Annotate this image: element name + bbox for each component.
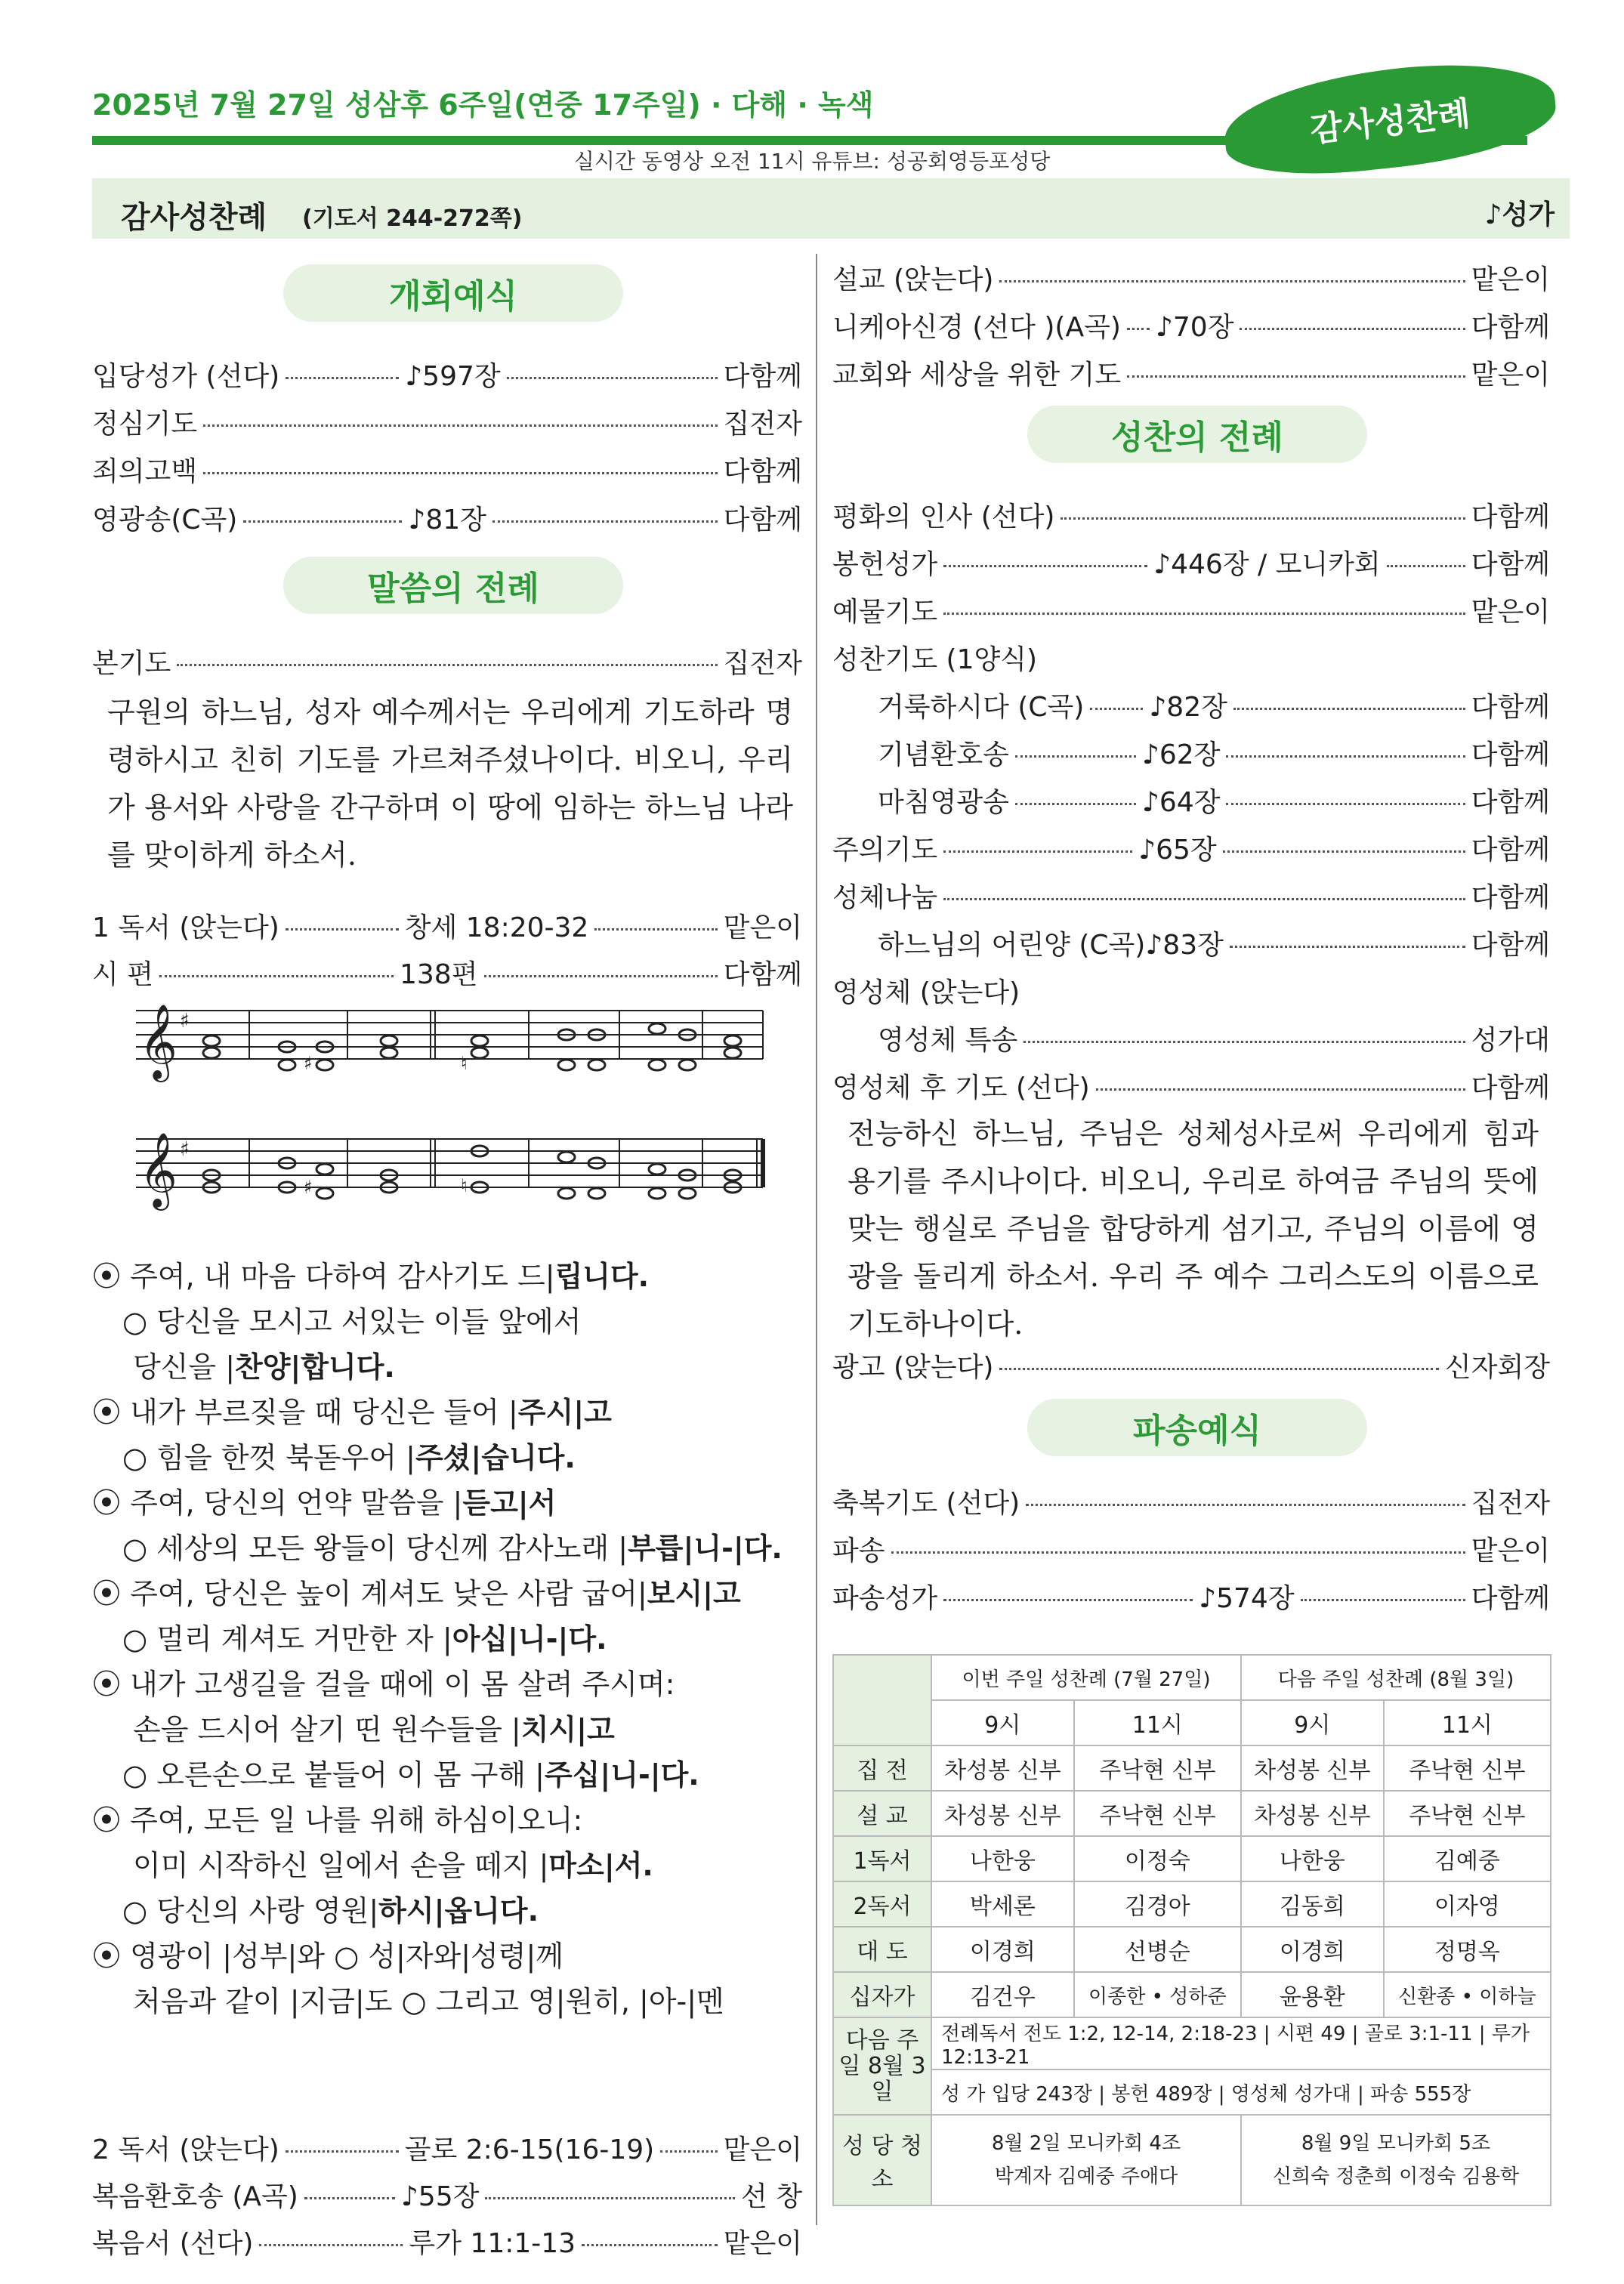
- communion-heading: 영성체 (앉는다): [832, 977, 1020, 1008]
- psalm-emphasis: 아십|니-|다.: [452, 1622, 607, 1656]
- table-cell: 정명옥: [1384, 1927, 1551, 1972]
- order-row: 예물기도 맡은이: [832, 597, 1550, 628]
- table-row: [833, 1972, 1551, 2017]
- prayerbook-pages: (기도서 244-272쪽): [302, 205, 523, 232]
- order-row: 입당성가 (선다) ♪597장 다함께: [92, 361, 802, 392]
- order-row: 설교 (앉는다) 맡은이: [832, 264, 1550, 295]
- psalm-verse: ○ 힘을 한껏 북돋우어 |: [122, 1441, 415, 1474]
- psalm-emphasis: 주십|니-|다.: [544, 1758, 699, 1792]
- order-row: 복음환호송 (A곡) ♪55장 선 창: [92, 2181, 802, 2212]
- table-row: [833, 1836, 1551, 1881]
- hymn-legend: ♪성가: [1484, 199, 1555, 230]
- svg-text:♯: ♯: [180, 1138, 190, 1161]
- psalm-verse: ○ 세상의 모든 왕들이 당신께 감사노래 |: [122, 1532, 628, 1565]
- psalm-emphasis: 하시|옵니다.: [378, 1894, 539, 1928]
- table-cell: 이정숙: [1074, 1836, 1241, 1881]
- next-week-header: 다음 주일 성찬례 (8월 3일): [1241, 1655, 1551, 1700]
- order-row: 복음서 (선다) 루가 11:1-13 맡은이: [92, 2228, 802, 2259]
- table-row: [833, 1745, 1551, 1791]
- psalm-line: [92, 1752, 810, 1798]
- order-row: 광고 (앉는다) 신자회장: [832, 1352, 1550, 1383]
- psalm-line: [92, 1707, 810, 1752]
- order-row: 평화의 인사 (선다) 다함께: [832, 502, 1550, 532]
- svg-text:♯: ♯: [304, 1177, 313, 1198]
- table-cell: 주낙현 신부: [1074, 1745, 1241, 1791]
- table-cell: 주낙현 신부: [1384, 1791, 1551, 1836]
- psalm-verse: 이미 시작하신 일에서 손을 떼지 |: [133, 1849, 549, 1882]
- psalm-line: [92, 1616, 810, 1662]
- psalm-emphasis: 마소|서.: [548, 1849, 653, 1882]
- order-row: 축복기도 (선다) 집전자: [832, 1488, 1550, 1519]
- table-cell: 이경희: [931, 1927, 1074, 1972]
- psalm-verse: 손을 드시어 살기 띤 원수들을 |: [133, 1713, 521, 1746]
- psalm-line: [92, 1662, 810, 1707]
- section-eucharist: 성찬의 전례: [1027, 406, 1367, 463]
- table-corner: [833, 1655, 931, 1745]
- svg-text:𝄞: 𝄞: [139, 1004, 178, 1079]
- psalm-verse: ⦿ 영광이 |성부|와 ○ 성|자와|성령|께: [92, 1940, 563, 1973]
- cleaning-team: 8월 9일 모니카회 5조: [1301, 2132, 1491, 2155]
- order-row: 2 독서 (앉는다) 골로 2:6-15(16-19) 맡은이: [92, 2134, 802, 2165]
- psalm-emphasis: 부릅|니-|다.: [628, 1532, 783, 1565]
- time-header: 9시: [931, 1700, 1074, 1745]
- svg-text:♮: ♮: [461, 1175, 468, 1196]
- psalm-line: [92, 1299, 810, 1344]
- order-row: 영성체 특송 성가대: [878, 1025, 1550, 1056]
- table-cell: 차성봉 신부: [931, 1791, 1074, 1836]
- table-row: [833, 2069, 1551, 2115]
- next-readings: 전례독서 전도 1:2, 12-14, 2:18-23 | 시편 49 | 골로 3:1-11 | 루가 12:13-21: [931, 2017, 1551, 2069]
- table-row: [833, 2115, 1551, 2205]
- table-cell: 차성봉 신부: [1241, 1745, 1384, 1791]
- order-row: 시 편 138편 다함께: [92, 959, 802, 990]
- table-cell: 신환종 • 이하늘: [1384, 1972, 1551, 2017]
- psalm-emphasis: 주셨|습니다.: [415, 1441, 576, 1474]
- psalm-line: [92, 1480, 810, 1526]
- next-sunday-label: 다음 주일 8월 3일: [833, 2017, 931, 2115]
- table-cell: 이종한 • 성하준: [1074, 1972, 1241, 2017]
- role-cell: 집 전: [833, 1745, 931, 1791]
- table-cell: 김건우: [931, 1972, 1074, 2017]
- section-sending: 파송예식: [1027, 1399, 1367, 1456]
- order-row: 1 독서 (앉는다) 창세 18:20-32 맡은이: [92, 912, 802, 943]
- psalm-verse: ⦿ 내가 고생길을 걸을 때에 이 몸 살려 주시며:: [92, 1668, 675, 1701]
- psalm-line: [92, 1390, 810, 1435]
- psalm-line: [92, 1843, 810, 1888]
- order-row: 영성체 후 기도 (선다) 다함께: [832, 1073, 1550, 1103]
- cleaning-team: 8월 2일 모니카회 4조: [991, 2132, 1181, 2155]
- table-cell: 이경희: [1241, 1927, 1384, 1972]
- time-header: 11시: [1074, 1700, 1241, 1745]
- order-row: 기념환호송 ♪62장 다함께: [878, 739, 1550, 770]
- cleaning-week2: [1241, 2115, 1551, 2205]
- psalm-verse: 처음과 같이 |지금|도 ○ 그리고 영|원히, |아-|멘: [133, 1985, 724, 2018]
- psalm-verse: ○ 오른손으로 붙들어 이 몸 구해 |: [122, 1758, 545, 1792]
- psalm-verse: ⦿ 주여, 당신은 높이 계셔도 낮은 사람 굽어|: [92, 1577, 647, 1610]
- next-hymns: 성 가 입당 243장 | 봉헌 489장 | 영성체 성가대 | 파송 555장: [931, 2069, 1551, 2115]
- time-header: 11시: [1384, 1700, 1551, 1745]
- table-cell: 차성봉 신부: [1241, 1791, 1384, 1836]
- cleaning-members: 박계자 김예중 주애다: [994, 2165, 1178, 2188]
- svg-text:♯: ♯: [304, 1053, 313, 1074]
- psalm-verse: ○ 당신을 모시고 서있는 이들 앞에서: [122, 1305, 582, 1338]
- table-cell: 나한웅: [1241, 1836, 1384, 1881]
- table-cell: 주낙현 신부: [1384, 1745, 1551, 1791]
- this-week-header: 이번 주일 성찬례 (7월 27일): [931, 1655, 1241, 1700]
- column-divider: [816, 254, 817, 2225]
- table-row: [833, 1791, 1551, 1836]
- psalm-verse: ⦿ 주여, 당신의 언약 말씀을 |: [92, 1486, 463, 1520]
- collect-prayer: 구원의 하느님, 성자 예수께서는 우리에게 기도하라 명령하시고 친히 기도를 가르쳐주셨나이다. 비오니, 우리가 용서와 사랑을 간구하며 이 땅에 임하는 하느님 나라를 맞이하게 하소서.: [107, 696, 793, 872]
- table-cell: 김동희: [1241, 1881, 1384, 1927]
- table-cell: 박세론: [931, 1881, 1074, 1927]
- page-title: 감사성찬례: [121, 200, 267, 235]
- table-row: [833, 2017, 1551, 2069]
- order-row: 파송 맡은이: [832, 1536, 1550, 1566]
- order-row: 교회와 세상을 위한 기도 맡은이: [832, 360, 1550, 390]
- role-cell: 십자가: [833, 1972, 931, 2017]
- psalm-emphasis: 립니다.: [554, 1260, 650, 1293]
- role-cell: 2독서: [833, 1881, 931, 1927]
- eucharistic-prayer: 성찬기도 (1양식): [832, 644, 1038, 675]
- table-cell: 김예중: [1384, 1836, 1551, 1881]
- order-row: 파송성가 ♪574장 다함께: [832, 1583, 1550, 1614]
- table-cell: 나한웅: [931, 1836, 1074, 1881]
- table-row: [833, 1927, 1551, 1972]
- psalm-verse: ⦿ 내가 부르짖을 때 당신은 들어 |: [92, 1396, 518, 1429]
- psalm-emphasis: 듣고|서: [462, 1486, 557, 1520]
- order-row: 정심기도 집전자: [92, 409, 802, 440]
- cleaning-label: 성 당 청 소: [833, 2115, 931, 2205]
- psalm-verse: ○ 당신의 사랑 영원|: [122, 1894, 379, 1928]
- psalm-line: [92, 1526, 810, 1571]
- order-row: 성체나눔 다함께: [832, 882, 1550, 913]
- header-tag: 감사성찬례: [1219, 52, 1560, 184]
- stream-info: 실시간 동영상 오전 11시 유튜브: 성공회영등포성당: [573, 149, 1051, 174]
- order-row: 니케아신경 (선다 )(A곡) ♪70장 다함께: [832, 312, 1550, 343]
- order-row: 봉헌성가 ♪446장 / 모니카회 다함께: [832, 549, 1550, 580]
- psalm-line: [92, 1344, 810, 1390]
- cleaning-week1: [931, 2115, 1241, 2205]
- psalm-chant-notation: [136, 995, 770, 1245]
- psalm-line: [92, 1888, 810, 1934]
- table-cell: 이자영: [1384, 1881, 1551, 1927]
- role-cell: 대 도: [833, 1927, 931, 1972]
- table-row: [833, 1881, 1551, 1927]
- table-cell: 윤용환: [1241, 1972, 1384, 2017]
- order-row: 영광송(C곡) ♪81장 다함께: [92, 505, 802, 536]
- psalm-line: [92, 1254, 810, 1299]
- table-cell: 차성봉 신부: [931, 1745, 1074, 1791]
- time-header: 9시: [1241, 1700, 1384, 1745]
- order-row: 주의기도 ♪65장 다함께: [832, 835, 1550, 866]
- psalm-emphasis: 주시|고: [517, 1396, 612, 1429]
- psalm-line: [92, 1979, 810, 2024]
- post-communion-prayer: 전능하신 하느님, 주님은 성체성사로써 우리에게 힘과 용기를 주시나이다. 비오니, 우리로 하여금 주님의 뜻에 맞는 행실로 주님을 합당하게 섬기고, 주님의 이름에 영광을 돌리게 하소서. 우리 주 예수 그리스도의 이름으로 기도하나이다.: [848, 1117, 1539, 1341]
- order-row: 거룩하시다 (C곡) ♪82장 다함께: [878, 692, 1550, 723]
- psalm-line: [92, 1798, 810, 1843]
- psalm-line: [92, 1571, 810, 1616]
- psalm-verse: ⦿ 주여, 모든 일 나를 위해 하심이오니:: [92, 1804, 583, 1837]
- service-date: 2025년 7월 27일 성삼후 6주일(연중 17주일) · 다해 · 녹색: [92, 88, 874, 122]
- psalm-verse: ○ 멀리 계셔도 거만한 자 |: [122, 1622, 452, 1656]
- psalm-line: [92, 1435, 810, 1480]
- psalm-emphasis: 치시|고: [520, 1713, 615, 1746]
- order-row: 마침영광송 ♪64장 다함께: [878, 787, 1550, 818]
- table-cell: 김경아: [1074, 1881, 1241, 1927]
- table-cell: 선병순: [1074, 1927, 1241, 1972]
- ministry-schedule: [832, 1654, 1551, 2206]
- order-row: 본기도 집전자: [92, 648, 802, 679]
- role-cell: 설 교: [833, 1791, 931, 1836]
- psalm-emphasis: 찬양|합니다.: [235, 1350, 395, 1384]
- psalm-text: [92, 1254, 810, 2024]
- order-row: 하느님의 어린양 (C곡) ♪83장 다함께: [878, 930, 1550, 961]
- psalm-verse: 당신을 |: [133, 1350, 236, 1384]
- table-cell: 주낙현 신부: [1074, 1791, 1241, 1836]
- cleaning-members: 신희숙 정춘희 이정숙 김용학: [1272, 2165, 1520, 2188]
- psalm-line: [92, 1934, 810, 1979]
- svg-text:𝄞: 𝄞: [139, 1132, 178, 1208]
- psalm-verse: ⦿ 주여, 내 마음 다하여 감사기도 드|: [92, 1260, 555, 1293]
- psalm-emphasis: 보시|고: [647, 1577, 741, 1610]
- order-row: 죄의고백 다함께: [92, 456, 802, 487]
- svg-text:♮: ♮: [461, 1053, 468, 1074]
- section-word: 말씀의 전례: [283, 557, 623, 614]
- role-cell: 1독서: [833, 1836, 931, 1881]
- svg-text:♯: ♯: [180, 1010, 190, 1032]
- section-opening: 개회예식: [283, 264, 623, 322]
